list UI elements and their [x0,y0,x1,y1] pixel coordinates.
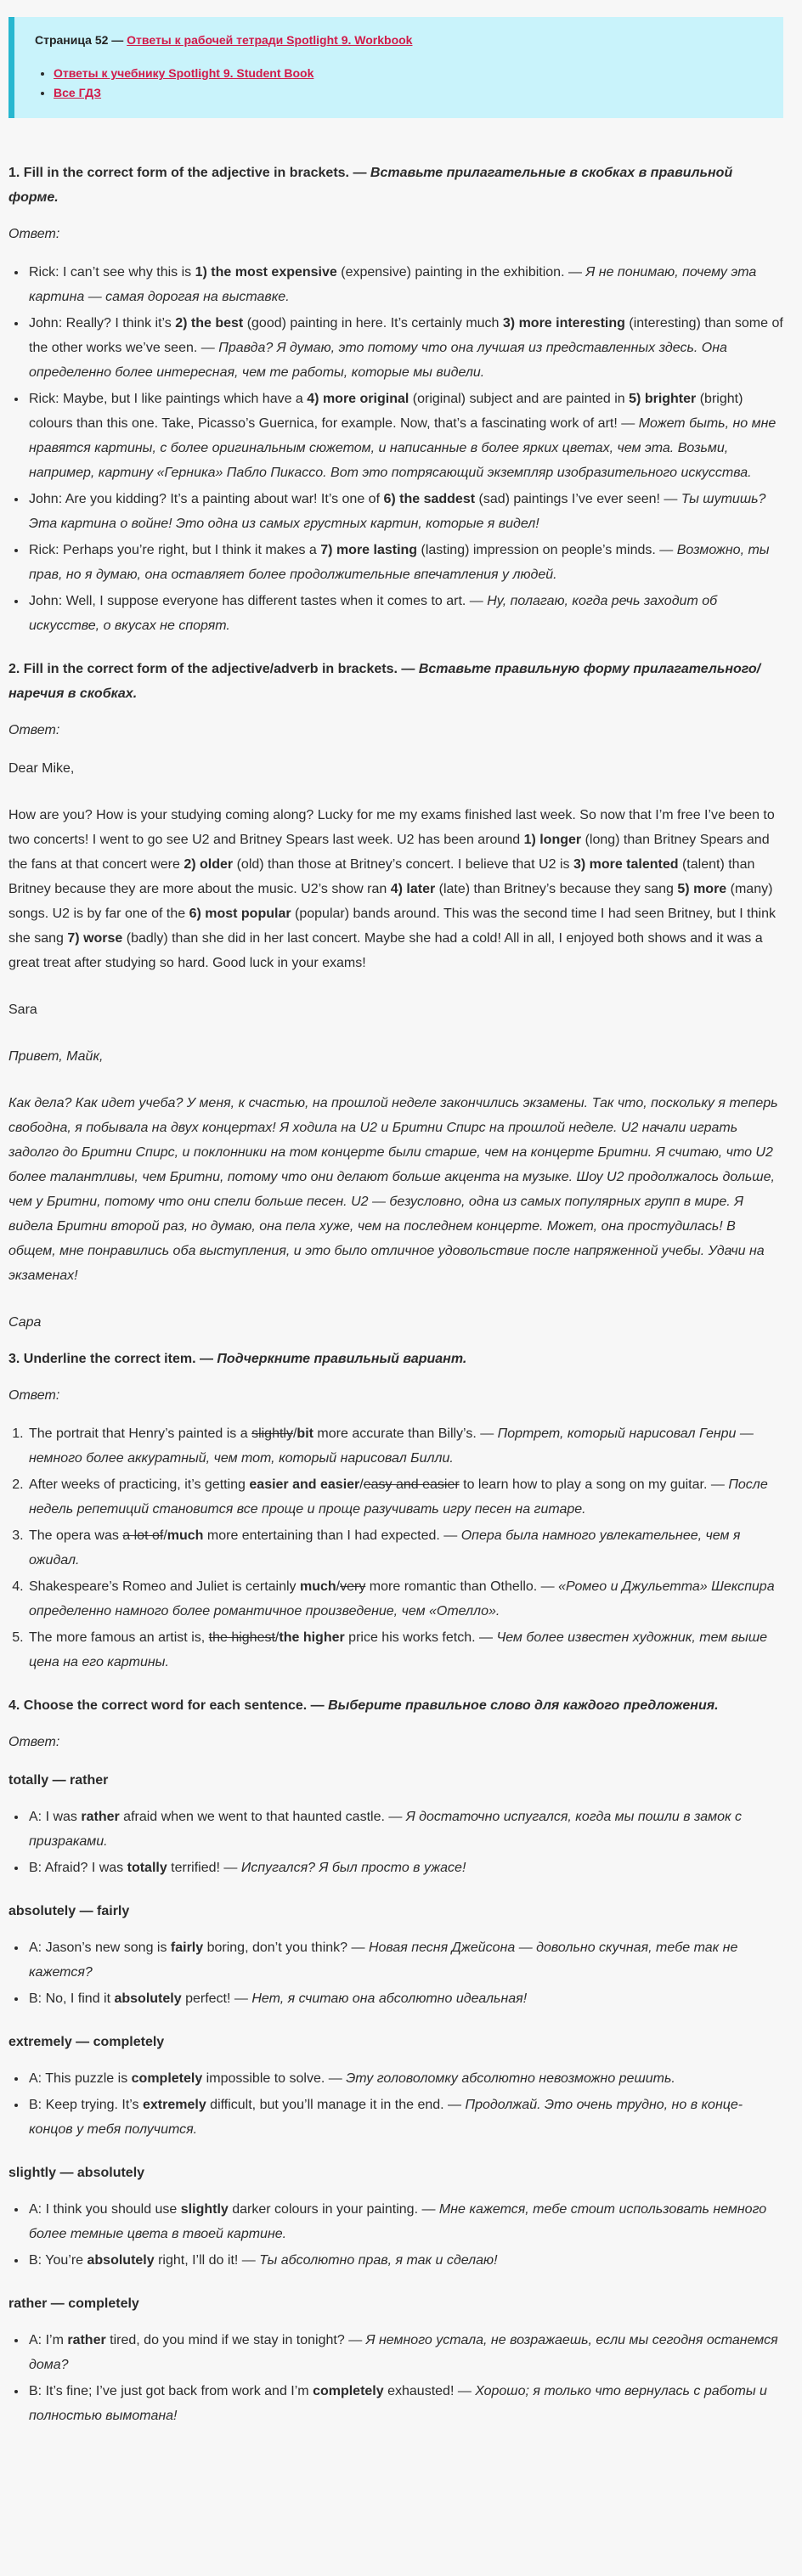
list-item [27,1986,783,2011]
translation: Я немного устала, не возражаешь, если мы сегодня останемся дома? [29,2333,778,2372]
text: darker colours in your painting. — [228,2202,439,2217]
text: A: Jason’s new song is [29,1940,171,1955]
translation: «Ромео и Джульетта» Шекспира определенно намного более романтичное произведение, чем «Отелло». [29,1579,775,1618]
list-item [27,387,783,485]
word-pair-heading: absolutely — fairly [8,1904,130,1918]
text: (badly) than she did in her last concert. Maybe she had a cold! All in all, I enjoyed both shows and it was a great treat after studying so hard. Good luck in your exams! [8,931,763,970]
text: B: It’s fine; I’ve just got back from work and I’m [29,2384,313,2398]
translation: Портрет, который нарисовал Генри — немного более аккуратный, чем тот, который нарисовал Билли. [29,1426,754,1466]
text: (expensive) painting in the exhibition. — [336,265,586,280]
translation: Может быть, но мне нравятся картины, с более оригинальным сюжетом, и написанные в более ярких цветах, чем эта. Возьми, например, картину «Герника» Пабло Пикассо. Вот это потрясающий экземпляр изобразительного искусства. [29,416,777,480]
exercise-4-title [8,1693,783,1718]
translation: Мне кажется, тебе стоит использовать немного более темные цвета в твоей картине. [29,2202,767,2241]
correct-option: easier and easier [249,1477,360,1492]
answer-word: 3) more talented [573,857,679,872]
text: / [336,1579,341,1594]
text: (original) subject and are painted in [409,392,630,406]
text: The portrait that Henry’s painted is a [29,1426,252,1441]
answer-word: 1) longer [523,833,582,847]
list-item [27,2248,783,2273]
text: right, I’ll do it! — [154,2253,260,2268]
list-item [27,2328,783,2377]
translation: Испугался? Я был просто в ужасе! [240,1861,466,1875]
text: / [359,1477,364,1492]
text: (talent) than Britney because they are more about the music. U2’s show ran [8,857,755,896]
text: After weeks of practicing, it’s getting [29,1477,250,1492]
text: (bright) colours than this one. Take, Picasso’s Guernica, for example. Now, that’s a fascinating work of art! — [29,392,743,431]
answer-word: absolutely [114,1991,182,2006]
banner-link-list [35,64,763,103]
answer-word: completely [131,2071,203,2086]
answer-word: 5) more [677,882,727,896]
text: Rick: Perhaps you’re right, but I think it makes a [29,543,321,557]
word-pair-heading: slightly — absolutely [8,2166,145,2180]
answer-word: 7) worse [67,931,123,946]
translation: Продолжай. Это очень трудно, но в конце-концов у тебя получится. [29,2098,743,2137]
wrong-option: the highest [208,1630,275,1645]
answer-label: Ответ: [8,723,60,737]
correct-option: much [167,1528,204,1543]
answer-word: 6) most popular [189,907,291,921]
workbook-answers-link[interactable]: Ответы к рабочей тетради Spotlight 9. Workbook [127,33,413,47]
text: terrified! — [167,1861,241,1875]
student-book-answers-link[interactable]: Ответы к учебнику Spotlight 9. Student Book [54,66,314,80]
text: A: This puzzle is [29,2071,132,2086]
answer-word: 7) more lasting [320,543,418,557]
text: perfect! — [181,1991,252,2006]
title-ru: Выберите правильное слово для каждого предложения. [328,1698,719,1713]
text: more entertaining than I had expected. — [203,1528,461,1543]
text: The more famous an artist is, [29,1630,209,1645]
letter-signature-ru [8,1310,783,1335]
list-item [27,2379,783,2428]
translation: Ты шутишь? Эта картина о войне! Это одна из самых грустных картин, которые я видел! [29,492,766,531]
page-number-label: Страница 52 — [35,33,127,47]
text: (many) songs. U2 is by far one of the [8,882,773,921]
list-item [27,1421,783,1471]
translation: Ну, полагаю, когда речь заходит об искусстве, о вкусах не спорят. [29,594,718,633]
list-item [27,2066,783,2091]
list-item [27,260,783,309]
translation: Ты абсолютно прав, я так и сделаю! [259,2253,498,2268]
exercise-2-title [8,657,783,706]
list-item [27,2197,783,2246]
text: / [274,1630,280,1645]
list-item [27,1805,783,1854]
text: John: Really? I think it’s [29,316,176,330]
text: B: You’re [29,2253,88,2268]
list-item [27,538,783,587]
list-item [27,1523,783,1573]
list-item [27,2093,783,2142]
wrong-option: a lot of [122,1528,164,1543]
text: A: I was [29,1810,82,1824]
text: (sad) paintings I’ve ever seen! — [475,492,681,506]
text: more romantic than Othello. — [365,1579,559,1594]
translation: Я не понимаю, почему эта картина — самая дорогая на выставке. [29,265,757,304]
exercise-1-list [8,260,783,638]
text: (old) than those at Britney’s concert. I believe that U2 is [233,857,573,872]
answer-word: slightly [180,2202,229,2217]
text: Rick: I can’t see why this is [29,265,195,280]
translation: Нет, я считаю она абсолютно идеальная! [251,1991,528,2006]
text: afraid when we went to that haunted castle. — [119,1810,406,1824]
text: John: Well, I suppose everyone has different tastes when it comes to art. — [29,594,488,608]
text: impossible to solve. — [202,2071,347,2086]
list-item [27,1856,783,1880]
banner-heading [35,31,763,50]
correct-option: bit [297,1426,313,1441]
word-pair-heading: rather — completely [8,2296,139,2311]
text: John: Are you kidding? It’s a painting about war! It’s one of [29,492,384,506]
answer-word: 1) the most expensive [195,265,337,280]
answer-word: 2) the best [175,316,244,330]
letter-body [8,803,783,975]
list-item [54,64,763,83]
translation: Опера была намного увлекательнее, чем я ожидал. [29,1528,741,1568]
translation: Хорошо; я только что вернулась с работы и полностью вымотана! [29,2384,767,2423]
all-gdz-link[interactable]: Все ГДЗ [54,86,102,99]
translation: Правда? Я думаю, это потому что она лучшая из представленных здесь. Она определенно более интересная, чем те работы, которые мы видели. [29,341,727,380]
wrong-option: very [340,1579,366,1594]
list-item [27,487,783,536]
dialogue-list [8,1935,783,2011]
title-en: 1. Fill in the correct form of the adjective in brackets. — [8,166,370,180]
list-item [27,311,783,385]
answer-word: rather [67,2333,106,2347]
exercise-3-list [8,1421,783,1675]
text: Rick: Maybe, but I like paintings which have a [29,392,308,406]
answer-word: 4) later [390,882,436,896]
text: boring, don’t you think? — [203,1940,369,1955]
text: (popular) bands around. This was the second time I had seen Britney, but I think she sang [8,907,776,946]
answer-word: completely [313,2384,384,2398]
list-item [27,589,783,638]
word-pair-heading: totally — rather [8,1773,109,1788]
answer-word: fairly [170,1940,204,1955]
text: The opera was [29,1528,123,1543]
exercise-3-title [8,1347,783,1371]
title-en: 2. Fill in the correct form of the adjective/adverb in brackets. — [8,662,419,676]
answer-word: 5) brighter [629,392,697,406]
translation: Привет, Майк, [8,1049,104,1064]
text: B: Keep trying. It’s [29,2098,143,2112]
text: (late) than Britney’s because they sang [435,882,678,896]
title-en: 4. Choose the correct word for each sentence. — [8,1698,329,1713]
translation: Возможно, ты прав, но я думаю, она оставляет более продолжительные впечатления у людей. [29,543,770,582]
title-ru: Вставьте прилагательные в скобках в правильной форме. [8,166,733,205]
answer-label: Ответ: [8,227,60,241]
title-ru: Вставьте правильную форму прилагательного/наречия в скобках. [8,662,761,701]
wrong-option: easy and easier [363,1477,460,1492]
text: How are you? How is your studying coming along? Lucky for me my exams finished last week. So now that I’m free I’ve been to two concerts! I went to go see U2 and Britney Spears last week. U2 has been around [8,808,775,847]
dialogue-list [8,1805,783,1880]
answer-word: 2) older [184,857,234,872]
list-item [54,83,763,103]
text: / [163,1528,167,1543]
dialogue-list [8,2197,783,2273]
letter-greeting-ru [8,1044,783,1069]
dialogue-list [8,2066,783,2142]
text: B: Afraid? I was [29,1861,127,1875]
text: tired, do you mind if we stay in tonight? — [105,2333,366,2347]
letter-signature: Sara [8,1003,37,1017]
list-item [27,1574,783,1624]
letter-en [8,756,783,1335]
text: A: I’m [29,2333,68,2347]
title-en: 3. Underline the correct item. — [8,1352,217,1366]
translation: Новая песня Джейсона — довольно скучная, тебе так не кажется? [29,1940,738,1980]
answer-word: rather [81,1810,120,1824]
correct-option: the higher [279,1630,345,1645]
answer-word: totally [127,1861,167,1875]
list-item [27,1625,783,1675]
translation: Чем более известен художник, тем выше цена на его картины. [29,1630,767,1669]
text: B: No, I find it [29,1991,115,2006]
translation: Эту головоломку абсолютно невозможно решить. [346,2071,675,2086]
text: price his works fetch. — [344,1630,497,1645]
letter-body-ru [8,1091,783,1288]
dialogue-list [8,2328,783,2428]
text: (interesting) than some of the other works we’ve seen. — [29,316,783,355]
text: difficult, but you’ll manage it in the end. — [206,2098,466,2112]
letter-greeting: Dear Mike, [8,761,75,776]
word-pair-heading: extremely — completely [8,2035,165,2049]
answer-label: Ответ: [8,1735,60,1749]
text: / [292,1426,297,1441]
correct-option: much [299,1579,336,1594]
title-ru: Подчеркните правильный вариант. [217,1352,467,1366]
main-content [8,118,783,2428]
translation: После недель репетиций становится все проще и проще разучивать игру песен на гитаре. [29,1477,768,1517]
answer-word: 6) the saddest [383,492,476,506]
text: exhausted! — [383,2384,476,2398]
list-item [27,1472,783,1522]
text: Shakespeare’s Romeo and Juliet is certainly [29,1579,300,1594]
translation: Как дела? Как идет учеба? У меня, к счастью, на прошлой неделе закончились экзамены. Так что, поскольку я теперь свободна, я побывала на двух концертах! Я ходила на U2 и Бритни Спирс на прошлой неделе. U2 начали играть задолго до Бритни Спирс, и поклонники на том концерте были старше, чем на концерте Бритни. Я считаю, что U2 более талантливы, чем Бритни, потому что они делают больше акцента на музыке. Шоу U2 продолжалось дольше, чем у Бритни, потому что они спели больше песен. U2 — безусловно, одна из самых популярных групп в мире. Я видела Бритни второй раз, но думаю, она пела хуже, чем на последнем концерте. Может, она простудилась! В общем, мне понравились оба выступления, и это было отличное удовольствие после напряженной учебы. Удачи на экзаменах! [8,1096,778,1283]
answer-word: absolutely [87,2253,155,2268]
answer-word: 4) more original [307,392,409,406]
exercise-1-title [8,161,783,210]
list-item [27,1935,783,1985]
wrong-option: slightly [251,1426,293,1441]
answer-word: extremely [143,2098,206,2112]
translation: Я достаточно испугался, когда мы пошли в замок с призраками. [29,1810,743,1849]
text: to learn how to play a song on my guitar. — [459,1477,729,1492]
answer-label: Ответ: [8,1388,60,1403]
text: (long) than Britney Spears and the fans at that concert were [8,833,770,872]
answer-word: 3) more interesting [502,316,625,330]
text: (lasting) impression on people’s minds. — [417,543,677,557]
text: A: I think you should use [29,2202,181,2217]
related-links-banner [8,17,783,118]
translation: Сара [8,1315,42,1330]
text: more accurate than Billy’s. — [313,1426,498,1441]
text: (good) painting in here. It’s certainly much [243,316,503,330]
